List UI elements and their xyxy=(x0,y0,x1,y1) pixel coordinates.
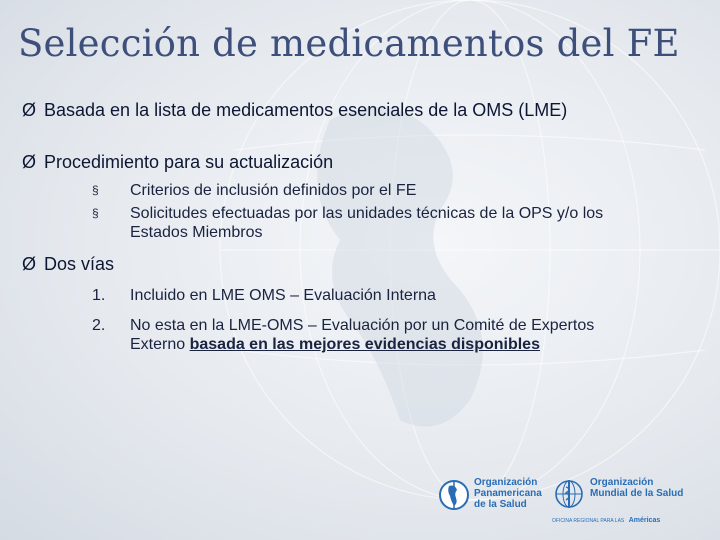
paho-name-line1: Organización xyxy=(474,477,538,488)
paho-globe-icon xyxy=(438,479,470,511)
slide-title: Selección de medicamentos del FE xyxy=(18,22,680,65)
numbered-text-continued xyxy=(130,335,540,354)
who-office-label: OFICINA REGIONAL PARA LAS xyxy=(552,518,625,524)
who-name-line2: Mundial de la Salud xyxy=(590,488,684,499)
bullet-item xyxy=(22,100,567,121)
sub-bullet-text: Solicitudes efectuadas por las unidades técnicas de la OPS y/o los xyxy=(130,205,604,222)
emphasized-underlined-text: basada en las mejores evidencias disponibles xyxy=(189,336,540,353)
paho-logo xyxy=(438,475,548,515)
square-bullet-icon: § xyxy=(92,206,99,220)
who-region-label: Américas xyxy=(628,517,661,524)
arrow-bullet-icon: Ø xyxy=(22,152,37,172)
numbered-text: No esta en la LME-OMS – Evaluación por un Comité de Expertos xyxy=(130,317,595,334)
numbered-text: Incluido en LME OMS – Evaluación Interna xyxy=(130,287,436,304)
paho-name-line3: de la Salud xyxy=(474,499,527,510)
item-number: 1. xyxy=(92,287,106,304)
who-name-line1: Organización xyxy=(590,477,654,488)
plain-text: Externo xyxy=(130,336,190,353)
arrow-bullet-icon: Ø xyxy=(22,100,37,120)
bullet-item xyxy=(22,254,114,275)
bullet-text: Basada en la lista de medicamentos esenciales de la OMS (LME) xyxy=(44,100,568,120)
bullet-item xyxy=(22,152,333,173)
square-bullet-icon: § xyxy=(92,183,99,197)
who-emblem-icon xyxy=(552,477,586,511)
arrow-bullet-icon: Ø xyxy=(22,254,37,274)
bullet-text: Procedimiento para su actualización xyxy=(44,152,334,172)
paho-name-line2: Panamericana xyxy=(474,488,542,499)
who-logo xyxy=(552,475,702,524)
sub-bullet-text-continued: Estados Miembros xyxy=(130,224,263,241)
bullet-text: Dos vías xyxy=(44,254,115,274)
item-number: 2. xyxy=(92,317,106,334)
sub-bullet-text: Criterios de inclusión definidos por el FE xyxy=(130,182,417,199)
